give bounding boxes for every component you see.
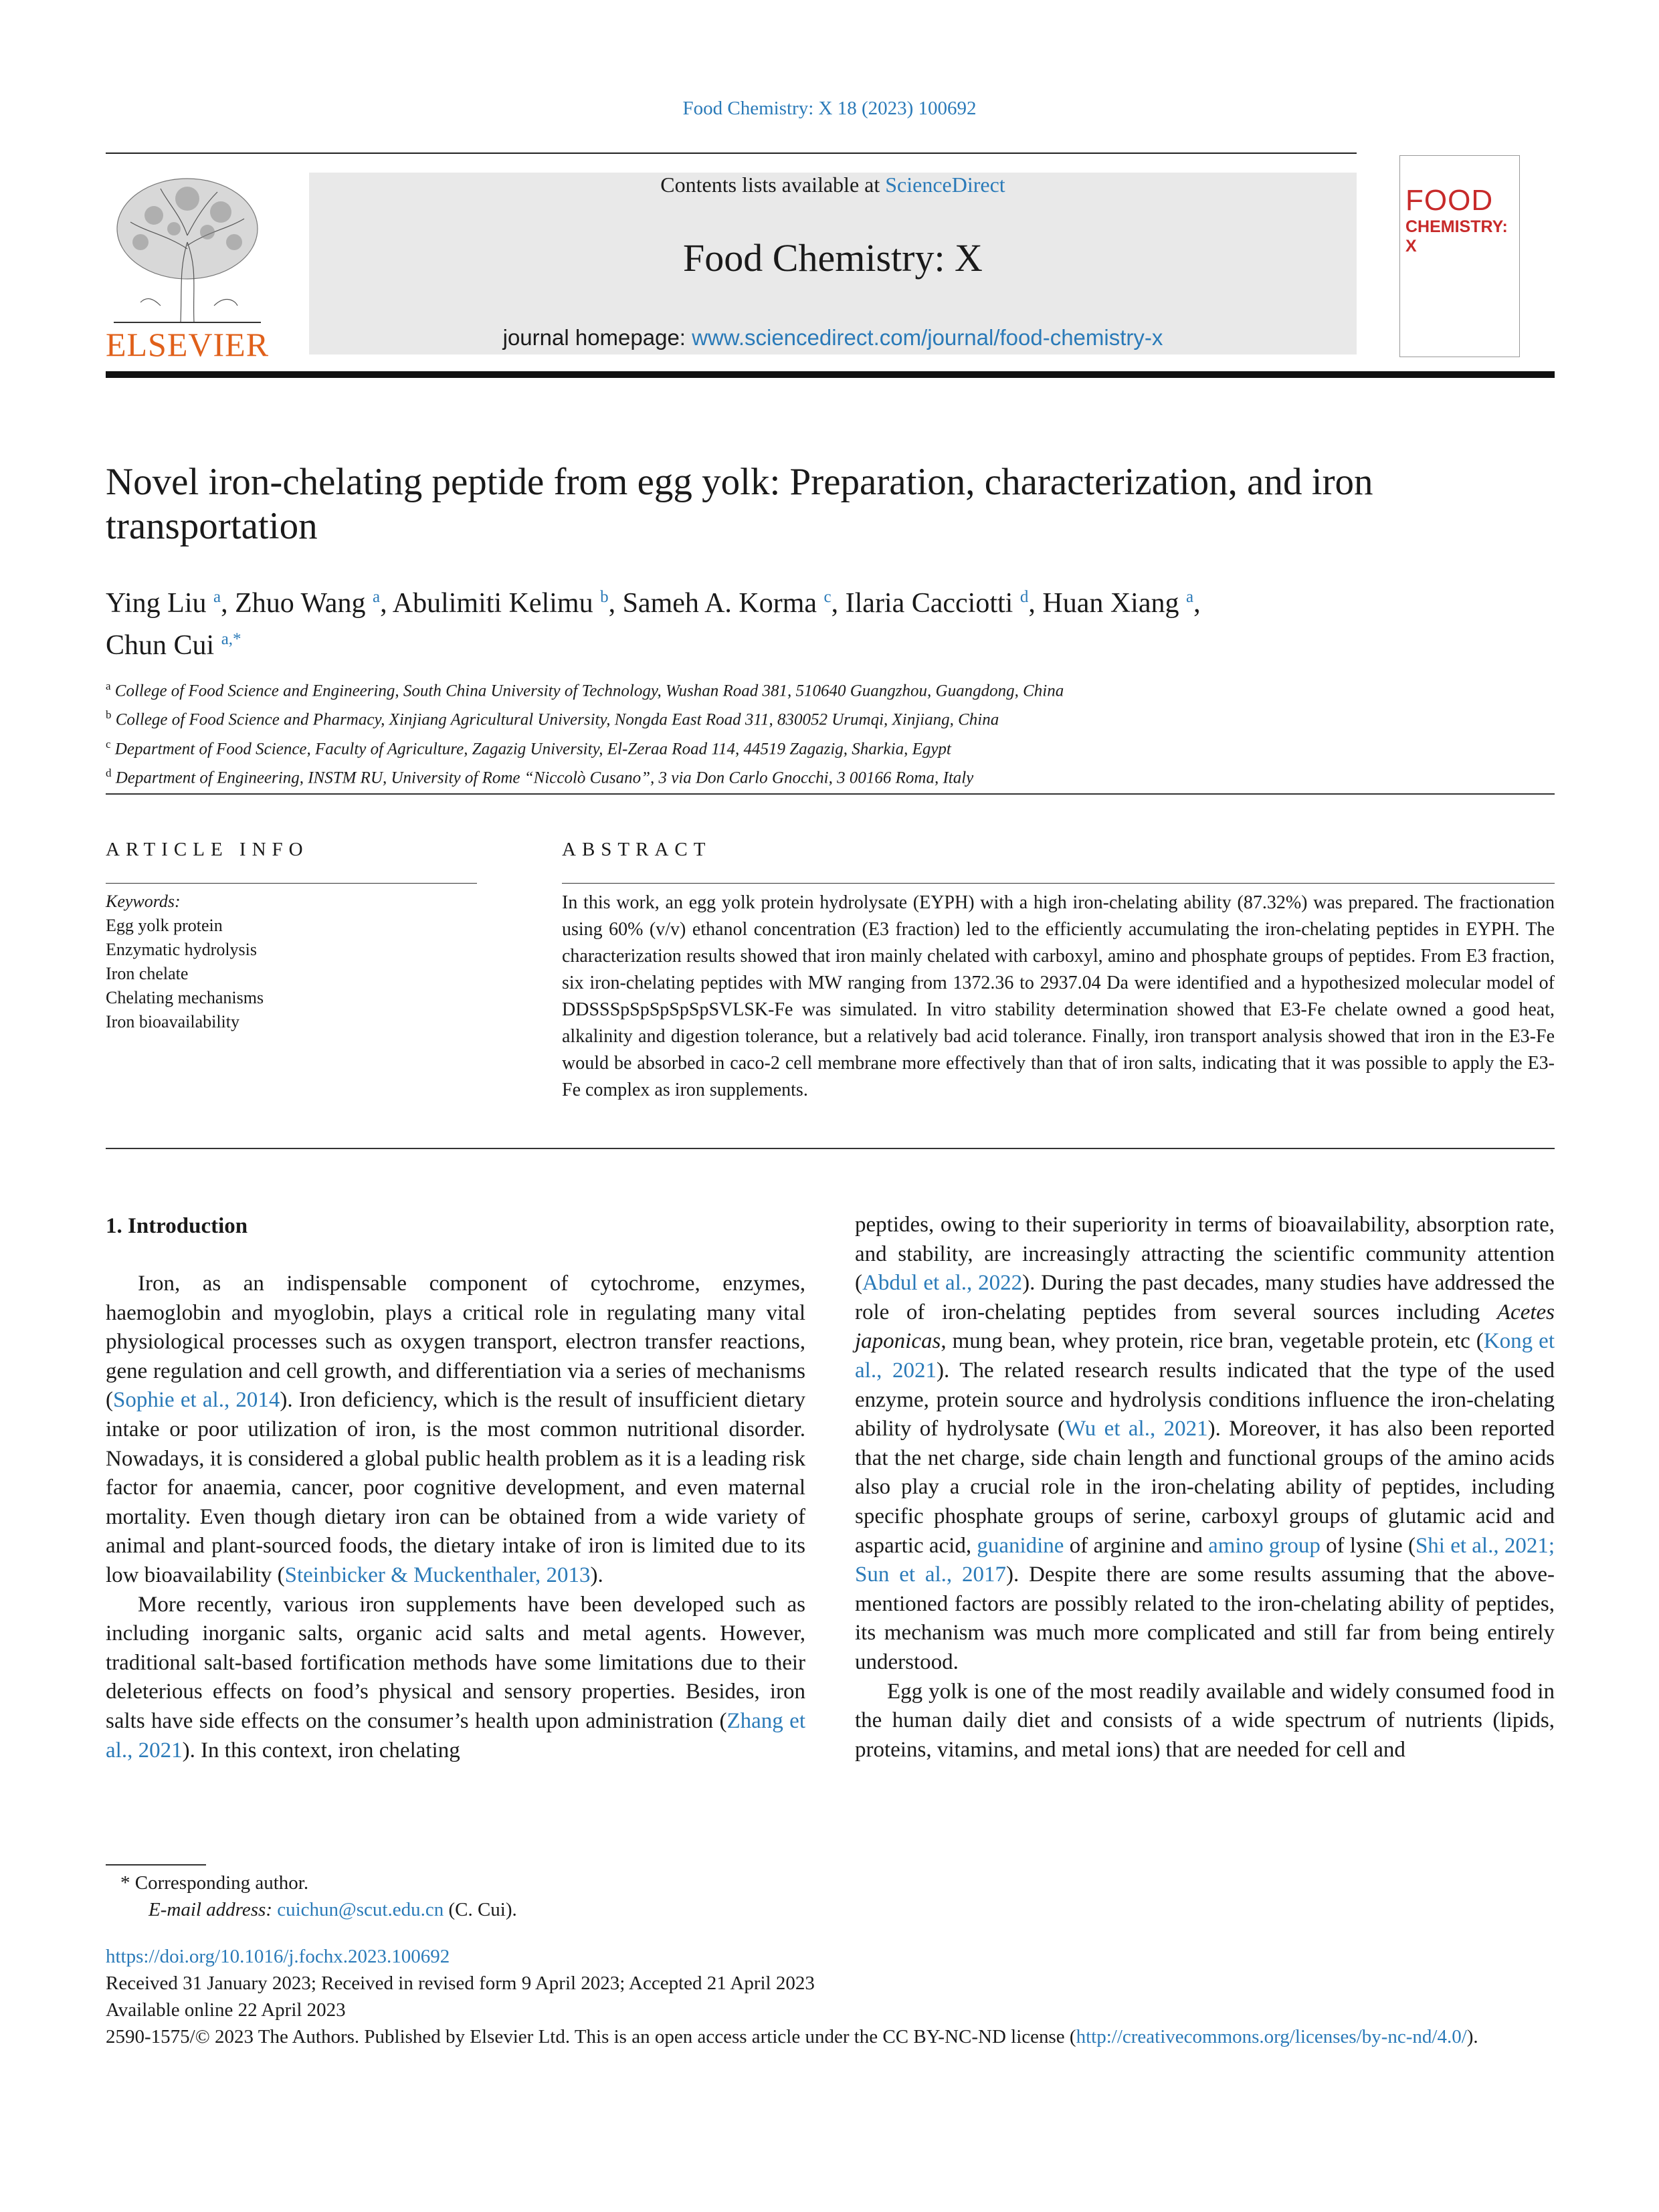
homepage-prefix: journal homepage: (502, 325, 692, 350)
license-link[interactable]: http://creativecommons.org/licenses/by-nc-nd/4.0/ (1076, 2026, 1467, 2047)
article-title: Novel iron-chelating peptide from egg yolk: Preparation, characterization, and iron transportation (106, 461, 1373, 547)
keyword-item: Chelating mechanisms (106, 988, 264, 1007)
italic-term: Acetes japonicas (855, 1300, 1555, 1354)
author-name[interactable]: Zhuo Wang (235, 588, 366, 619)
keywords-label: Keywords: (106, 892, 181, 911)
journal-citation[interactable]: Food Chemistry: X 18 (2023) 100692 (682, 98, 977, 119)
introduction-heading: 1. Introduction (106, 1214, 248, 1238)
cover-title-chemistry: CHEMISTRY: X (1405, 217, 1508, 256)
affiliation-marker[interactable]: a (372, 588, 381, 606)
abstract-text: In this work, an egg yolk protein hydrolysate (EYPH) with a high iron-chelating ability (87.32%) was prepared. The fractionation using 60% (v/v) ethanol concentration (E3 fraction) led to the efficiently accumulating the iron-chelating peptides in EYPH. The characterization results showed that iron mainly chelated with carboxyl, amino and phosphate groups of peptides. From E3 fraction, six iron-chelating peptides with MW ranging from 1372.36 to 2937.04 Da were identified and a hypothesized molecular model of DDSSSpSpSpSpSpSVLSK-Fe was simulated. In vitro stability determination showed that E3-Fe chelate owned a good heat, alkalinity and digestion tolerance, but a relatively bad acid tolerance. Finally, iron transport analysis showed that iron in the E3-Fe would be absorbed in caco-2 cell membrane more effectively than that of iron salts, indicating that it was possible to apply the E3-Fe complex as iron supplements. (562, 892, 1555, 1100)
affiliation-item: $^a$ College of Food Science and Engineering, South China University of Technology, Wushan Road 381, 510640 Guangzhou, Guangdong, China (106, 680, 1064, 700)
homepage-link[interactable]: www.sciencedirect.com/journal/food-chemistry-x (692, 325, 1163, 350)
affiliation-marker[interactable]: a (1185, 588, 1194, 606)
author-name[interactable]: Chun Cui (106, 630, 215, 661)
body-text: peptides, owing to their superiority in terms of bioavailability, absorption rate, and stability, are increasingly attracting the scientific community attention ( (855, 1213, 1555, 1296)
keyword-item: Iron chelate (106, 964, 189, 983)
license-line (106, 2023, 1557, 2050)
license-suffix: ). (1466, 2026, 1478, 2047)
affiliation-item: $^d$ Department of Engineering, INSTM RU, University of Rome “Niccolò Cusano”, 3 via Don Carlo Gnocchi, 3 00166 Roma, Italy (106, 766, 974, 787)
contents-line (309, 173, 1357, 197)
homepage-line (309, 325, 1357, 350)
author-name[interactable]: Ying Liu (106, 588, 207, 619)
affiliation-list (106, 674, 1510, 790)
corresponding-author-note: * Corresponding author. (120, 1872, 309, 1894)
affiliation-marker[interactable]: b (600, 588, 609, 606)
body-text: More recently, various iron supplements have been developed such as including inorganic salts, organic acid salts and metal agents. However, traditional salt-based fortification methods have some limitations due to their deleterious effects on food’s physical and sensory properties. Besides, iron salts have side effects on the consumer’s health upon administration ( (106, 1592, 805, 1733)
body-text: , mung bean, whey protein, rice bran, vegetable protein, etc ( (941, 1329, 1484, 1354)
affiliation-marker[interactable]: a,* (221, 630, 241, 648)
author-name[interactable]: Abulimiti Kelimu (392, 588, 593, 619)
intro-paragraph-4: Egg yolk is one of the most readily available and widely consumed food in the human daily diet and consists of a wide spectrum of nutrients (lipids, proteins, vitamins, and metal ions) that are needed for cell and (855, 1679, 1555, 1762)
citation-link[interactable]: amino group (1208, 1533, 1321, 1558)
keyword-item: Egg yolk protein (106, 916, 223, 935)
citation-link[interactable]: Steinbicker & Muckenthaler, 2013 (284, 1563, 591, 1587)
affiliation-marker[interactable]: c (823, 588, 832, 606)
journal-cover-thumbnail[interactable] (1399, 155, 1520, 357)
body-text: of arginine and (1064, 1533, 1209, 1558)
article-info-heading: ARTICLE INFO (106, 839, 309, 860)
affiliation-marker[interactable]: d (1019, 588, 1029, 606)
keyword-list (106, 914, 480, 1034)
author-list: Ying Liu $^a$, Zhuo Wang $^a$, Abulimiti Kelimu $^b$, Sameh A. Korma $^c$, Ilaria Cacciotti $^d$, Huan Xiang $^a$, Chun Cui $^{a,*}$ (106, 588, 1201, 661)
body-text: ). Iron deficiency, which is the result of insufficient dietary intake or poor utilization of iron, is the most common nutritional disorder. Nowadays, it is considered a global public health problem as it is a leading risk factor for anaemia, cancer, poor cognitive development, and even maternal mortality. Even though dietary iron can be obtained from a wide variety of animal and plant-sourced foods, the dietary intake of iron is limited due to its low bioavailability ( (106, 1388, 805, 1587)
journal-name: Food Chemistry: X (683, 236, 983, 280)
abstract-rule (562, 883, 1555, 884)
email-line (120, 1896, 923, 1923)
body-text: ). Moreover, it has also been reported that the net charge, side chain length and functional groups of the amino acids also play a crucial role in the iron-chelating ability of peptides, including specific phosphate groups of serine, carboxyl groups of glutamic acid and aspartic acid, (855, 1417, 1555, 1558)
header-thick-rule (106, 371, 1555, 378)
citation-link[interactable]: Shi et al., 2021; Sun et al., 2017 (855, 1533, 1555, 1587)
intro-paragraph-1 (106, 1270, 805, 1591)
article-info-rule (106, 883, 477, 884)
license-prefix: 2590-1575/© 2023 The Authors. Published by Elsevier Ltd. This is an open access article under the CC BY-NC-ND license ( (106, 2026, 1076, 2047)
email-link[interactable]: cuichun@scut.edu.cn (277, 1899, 444, 1920)
citation-link[interactable]: Abdul et al., 2022 (862, 1271, 1023, 1296)
body-right-column (855, 1211, 1555, 1765)
affiliation-key: a (106, 680, 111, 692)
intro-paragraph-2 (106, 1591, 805, 1766)
abstract-bottom-rule (106, 1148, 1555, 1149)
affiliation-item: $^c$ Department of Food Science, Faculty of Agriculture, Zagazig University, El-Zeraa Road 114, 44519 Zagazig, Sharkia, Egypt (106, 737, 951, 758)
keywords-block (106, 890, 480, 1034)
citation-link[interactable]: Sophie et al., 2014 (113, 1388, 280, 1413)
author-name[interactable]: Sameh A. Korma (622, 588, 817, 619)
abstract-heading: ABSTRACT (562, 839, 712, 860)
affiliation-marker[interactable]: a (213, 588, 221, 606)
citation-link[interactable]: guanidine (977, 1533, 1064, 1558)
header-rule (106, 153, 1357, 154)
citation-link[interactable]: Zhang et al., 2021 (106, 1708, 805, 1763)
body-left-column (106, 1270, 805, 1765)
body-text: Iron, as an indispensable component of cytochrome, enzymes, haemoglobin and myoglobin, plays a critical role in regulating many vital physiological processes such as oxygen transport, electron transfer reactions, gene regulation and cell growth, and differentiation via a series of mechanisms ( (106, 1272, 805, 1413)
corresponding-footnote (120, 1870, 923, 1923)
affiliation-key: d (106, 766, 112, 779)
affiliation-item: $^b$ College of Food Science and Pharmacy, Xinjiang Agricultural University, Nongda East Road 311, 830052 Urumqi, Xinjiang, China (106, 708, 999, 729)
keyword-item: Iron bioavailability (106, 1012, 240, 1031)
body-text: ). (590, 1563, 603, 1587)
elsevier-wordmark: ELSEVIER (105, 326, 270, 363)
email-suffix: (C. Cui). (444, 1899, 517, 1920)
email-label: E-mail address: (149, 1899, 278, 1920)
affiliation-rule (106, 793, 1555, 795)
citation-link[interactable]: Kong et al., 2021 (855, 1329, 1555, 1383)
body-text: ). During the past decades, many studies have addressed the role of iron-chelating peptides from several sources including (855, 1271, 1555, 1324)
publication-info (106, 1943, 1557, 2050)
body-text: of lysine ( (1320, 1533, 1416, 1558)
affiliation-key: c (106, 737, 111, 750)
received-dates: Received 31 January 2023; Received in revised form 9 April 2023; Accepted 21 April 2023 (106, 1973, 815, 1994)
available-online: Available online 22 April 2023 (106, 1999, 346, 2021)
keyword-item: Enzymatic hydrolysis (106, 940, 258, 959)
body-text: ). The related research results indicated that the type of the used enzyme, protein source and hydrolysis conditions influence the iron-chelating ability of hydrolysate ( (855, 1358, 1555, 1441)
sciencedirect-link[interactable]: ScienceDirect (885, 173, 1005, 197)
body-text: ). In this context, iron chelating (182, 1738, 460, 1763)
affiliation-key: b (106, 708, 112, 722)
cover-title-food: FOOD (1405, 184, 1494, 217)
author-name[interactable]: Huan Xiang (1042, 588, 1179, 619)
doi-link[interactable]: https://doi.org/10.1016/j.fochx.2023.100692 (106, 1946, 450, 1967)
author-name[interactable]: Ilaria Cacciotti (845, 588, 1013, 619)
footnote-rule (106, 1864, 206, 1866)
contents-prefix: Contents lists available at (660, 173, 886, 197)
body-text: ). Despite there are some results assuming that the above-mentioned factors are possibly related to the iron-chelating ability of peptides, its mechanism was much more complicated and still far from being entirely understood. (855, 1563, 1555, 1674)
citation-link[interactable]: Wu et al., 2021 (1064, 1417, 1208, 1441)
intro-paragraph-3 (855, 1211, 1555, 1678)
